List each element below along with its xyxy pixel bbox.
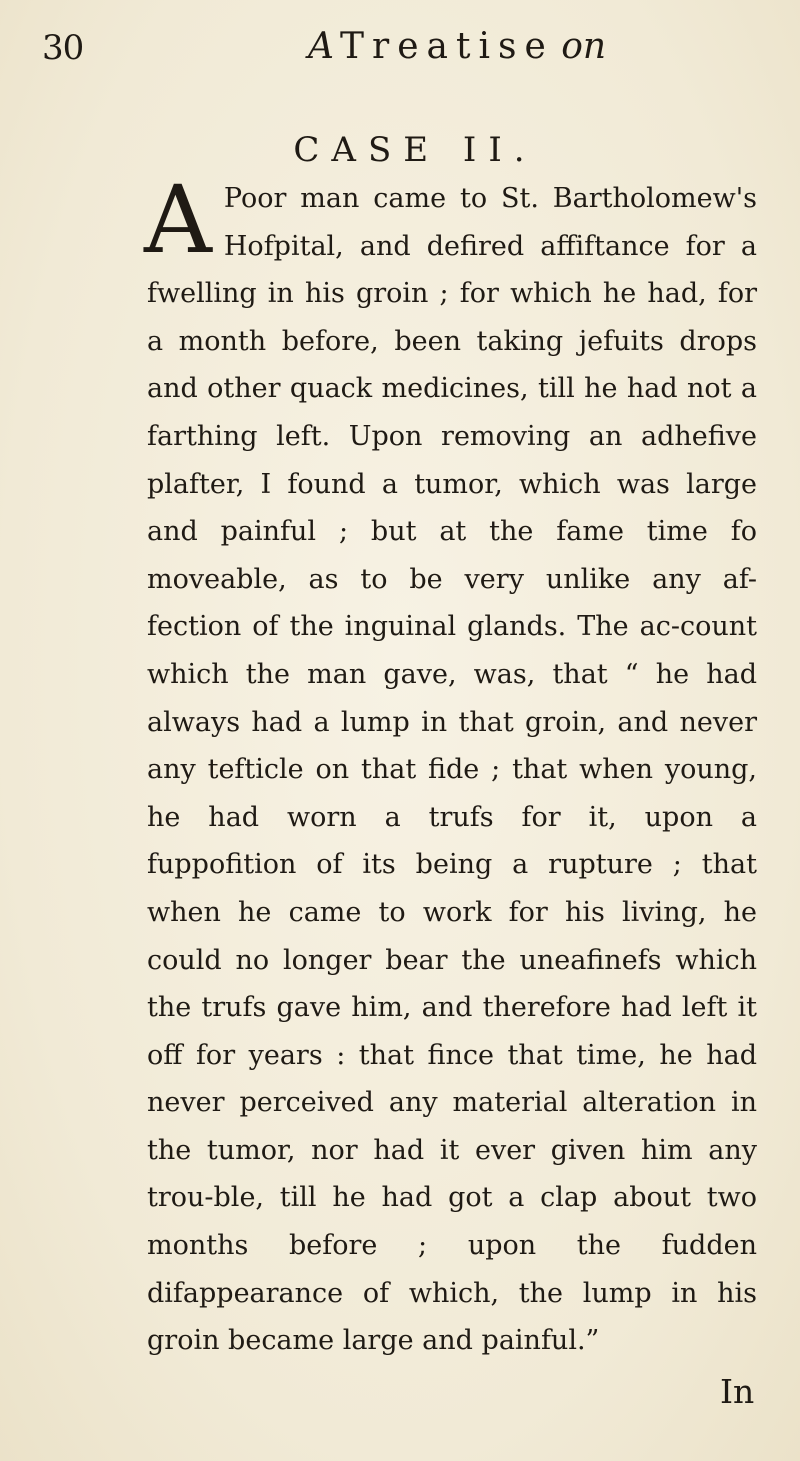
body-paragraph xyxy=(144,166,757,1365)
case-heading: CASE II. xyxy=(293,130,537,170)
running-title xyxy=(308,26,606,67)
catchword: In xyxy=(720,1372,755,1411)
running-title-article: A xyxy=(308,26,334,67)
running-title-preposition: on xyxy=(561,26,607,67)
drop-cap: A xyxy=(144,166,212,275)
page-number: 30 xyxy=(42,28,84,68)
paragraph-text: Poor man came to St. Bartholomew's Hofpital, and defired affiftance for a fwelling in his groin ; for which he had, for a month before, been taking jefuits drops and other quack medicines, till he had not a farthing left. Upon removing an adhefive plafter, I found a tumor, which was large and painful ; but at the fame time fo moveable, as to be very unlike any af-fection of the inguinal glands. The ac-count which the man gave, was, that “ he had always had a lump in that groin, and never any tefticle on that fide ; that when young, he had worn a trufs for it, upon a fuppofition of its being a rupture ; that when he came to work for his living, he could no longer bear the uneafinefs which the trufs gave him, and therefore had left it off for years : that fince that time, he had never perceived any material alteration in the tumor, nor had it ever given him any trou-ble, till he had got a clap about two months before ; upon the fudden difappearance of which, the lump in his groin became large and painful.” xyxy=(147,183,757,1357)
running-title-main: Treatise xyxy=(340,26,554,67)
running-header xyxy=(40,22,760,72)
